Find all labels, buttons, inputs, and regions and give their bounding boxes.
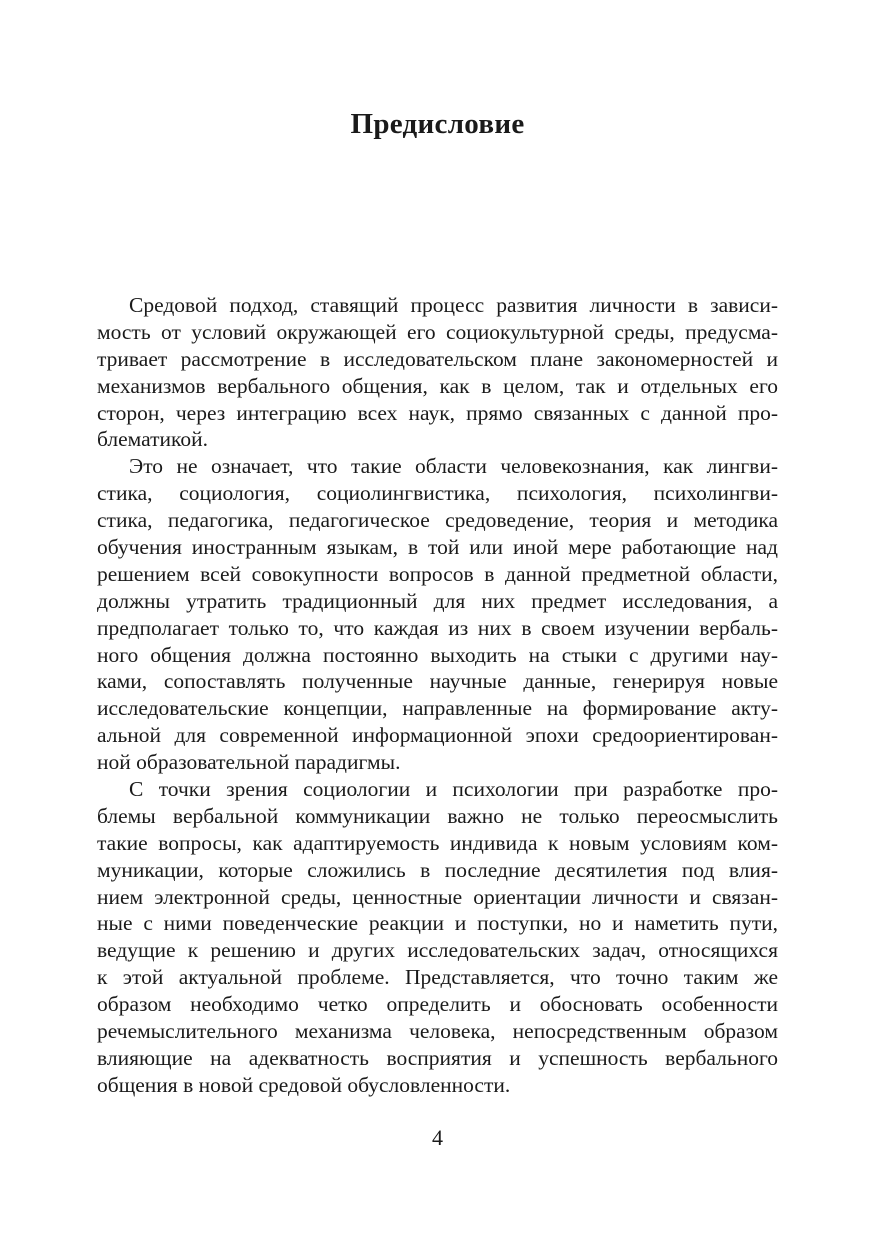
text-line: блемы вербальной коммуникации важно не только переосмыслить (97, 803, 778, 828)
paragraph-3 (97, 776, 778, 1099)
text-line: нием электронной среды, ценностные ориентации личности и связан- (97, 884, 778, 909)
text-line: блематикой. (97, 427, 209, 452)
paragraph-1 (97, 292, 778, 453)
text-line: общения в новой средовой обусловленности. (97, 1072, 511, 1097)
text-line: Это не означает, что такие области человекознания, как лингви- (129, 454, 778, 479)
text-line: тривает рассмотрение в исследовательском плане закономерностей и (97, 346, 778, 371)
text-line: мость от условий окружающей его социокультурной среды, предусма- (97, 319, 778, 344)
text-line: предполагает только то, что каждая из них в своем изучении вербаль- (97, 615, 778, 640)
body-text (97, 292, 778, 1099)
text-line: должны утратить традиционный для них предмет исследования, а (97, 588, 778, 613)
text-line: исследовательские концепции, направленные на формирование акту- (97, 696, 778, 721)
text-line: стика, социология, социолингвистика, психология, психолингви- (97, 481, 778, 506)
text-line: сторон, через интеграцию всех наук, прямо связанных с данной про- (97, 400, 778, 425)
text-line: муникации, которые сложились в последние десятилетия под влия- (97, 857, 778, 882)
text-line: ного общения должна постоянно выходить на стыки с другими нау- (97, 642, 778, 667)
text-line: Средовой подход, ставящий процесс развития личности в зависи- (129, 293, 778, 317)
text-line: альной для современной информационной эпохи средоориентирован- (97, 723, 778, 748)
text-line: к этой актуальной проблеме. Представляется, что точно таким же (97, 965, 778, 990)
text-line: речемыслительного механизма человека, непосредственным образом (97, 1019, 778, 1044)
text-line: ками, сопоставлять полученные научные данные, генерируя новые (97, 669, 778, 694)
text-line: образом необходимо четко определить и обосновать особенности (97, 992, 778, 1017)
text-line: механизмов вербального общения, как в целом, так и отдельных его (97, 373, 778, 398)
text-line: С точки зрения социологии и психологии при разработке про- (129, 777, 778, 802)
text-line: такие вопросы, как адаптируемость индивида к новым условиям ком- (97, 830, 778, 855)
text-line: влияющие на адекватность восприятия и успешность вербального (97, 1045, 778, 1070)
text-line: стика, педагогика, педагогическое средоведение, теория и методика (97, 508, 778, 533)
text-line: ной образовательной парадигмы. (97, 750, 401, 775)
text-line: ведущие к решению и других исследовательских задач, относящихся (97, 938, 778, 963)
page-title: Предисловие (350, 108, 525, 140)
text-line: решением всей совокупности вопросов в данной предметной области, (97, 561, 778, 586)
text-line: обучения иностранным языкам, в той или иной мере работающие над (97, 535, 778, 560)
text-line: ные с ними поведенческие реакции и поступки, но и наметить пути, (97, 911, 778, 936)
page-number: 4 (432, 1125, 443, 1150)
paragraph-2 (97, 453, 778, 776)
